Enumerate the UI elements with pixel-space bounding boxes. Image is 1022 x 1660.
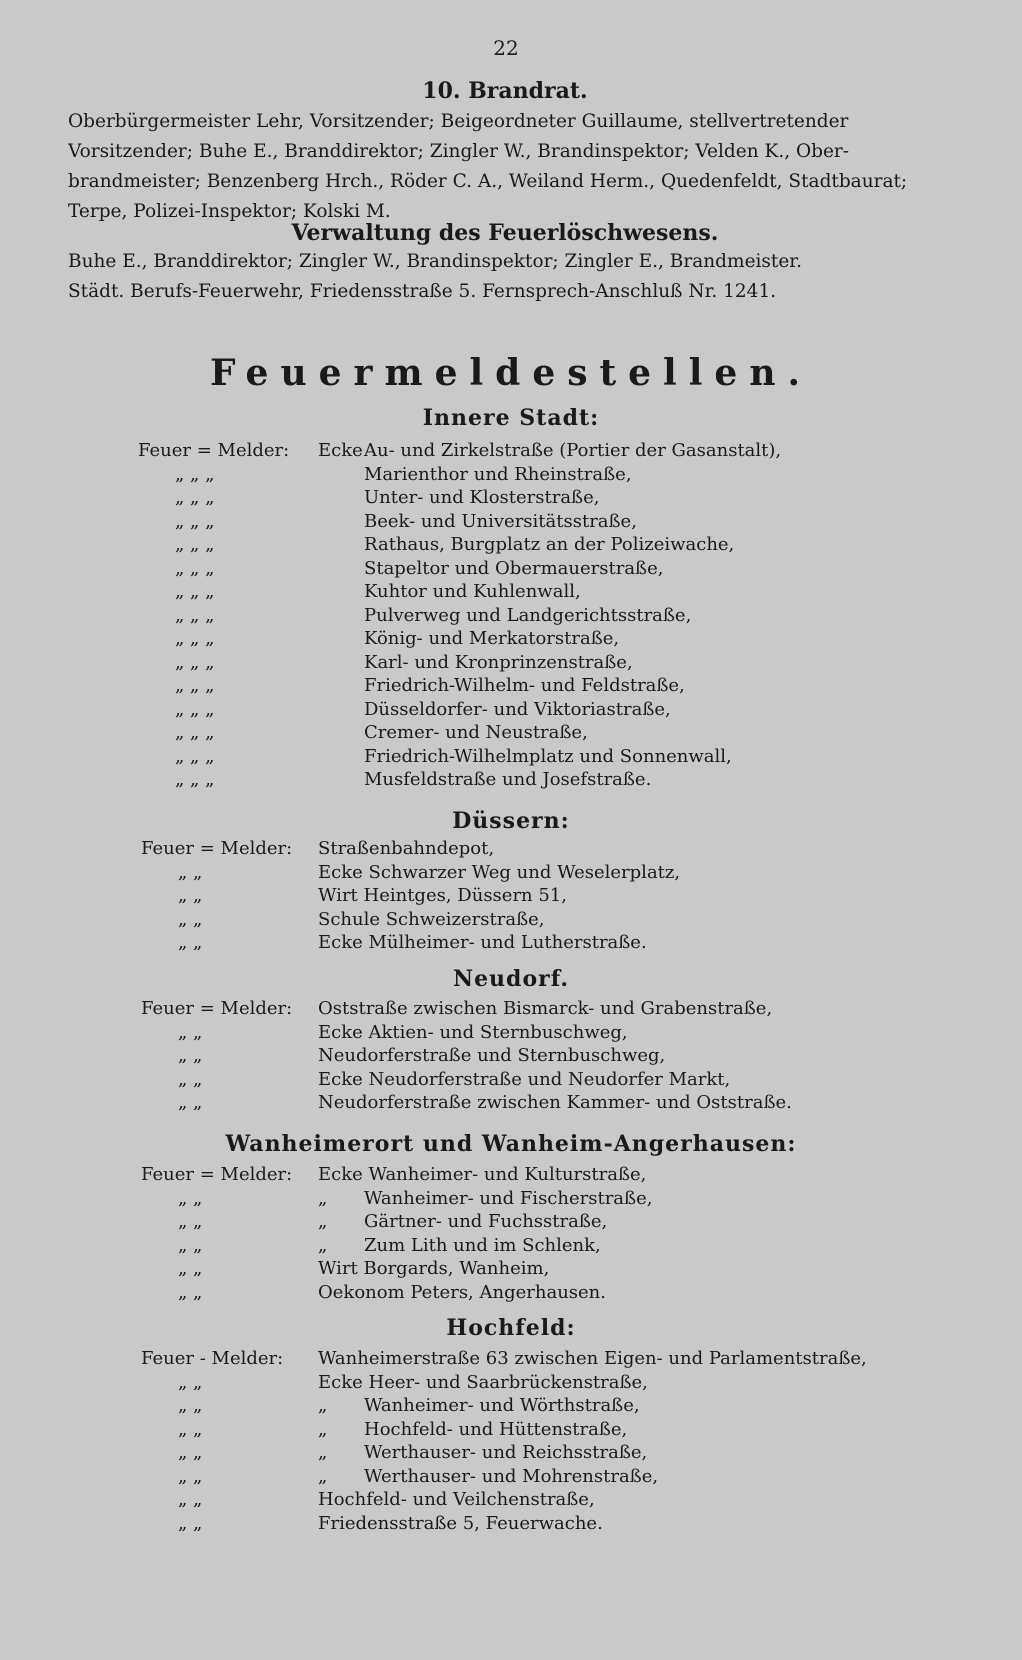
alarm-entry: [0, 1513, 1000, 1537]
alarm-entry: [0, 628, 1000, 652]
alarm-entry: [0, 909, 1000, 933]
ditto-mark: „ „ „: [175, 651, 215, 673]
ditto-mark: „ „: [178, 1092, 203, 1113]
fire-alarm-label: Feuer = Melder:: [141, 998, 293, 1019]
ditto-mark: „ „: [178, 1489, 203, 1510]
entry-location: Straßenbahndepot,: [318, 838, 495, 859]
ditto-mark: „ „: [178, 1234, 203, 1256]
section-title: Neudorf.: [452, 966, 570, 992]
entry-location: Pulverweg und Landgerichtsstraße,: [364, 604, 692, 626]
alarm-entry: [0, 1022, 1000, 1046]
entry-location: Hochfeld- und Hüttenstraße,: [364, 1418, 628, 1440]
entry-location: Ecke Heer- und Saarbrückenstraße,: [318, 1371, 648, 1393]
entry-prefix: „: [318, 1187, 328, 1209]
alarm-entry: [0, 1489, 1000, 1513]
ditto-mark: „ „ „: [175, 745, 215, 767]
alarm-entry: [0, 998, 1000, 1022]
ditto-mark: „ „ „: [175, 628, 215, 649]
brandrat-line: Vorsitzender; Buhe E., Branddirektor; Zingler W., Brandinspektor; Velden K., Ober-: [68, 141, 850, 162]
entry-location: Friedrich-Wilhelmplatz und Sonnenwall,: [364, 745, 732, 767]
alarm-entry: [0, 722, 1000, 746]
entry-location: Unter- und Klosterstraße,: [364, 487, 600, 508]
alarm-entry: [0, 1372, 1000, 1396]
alarm-entry: [0, 746, 1000, 770]
entry-location: Marienthor und Rheinstraße,: [364, 463, 632, 485]
alarm-entry: [0, 487, 1000, 511]
ditto-mark: „ „ „: [175, 769, 215, 790]
section-title: Hochfeld:: [446, 1315, 576, 1341]
alarm-entry: [0, 885, 1000, 909]
entry-location: Ecke Wanheimer- und Kulturstraße,: [318, 1164, 647, 1185]
alarm-entry: [0, 1442, 1000, 1466]
ditto-mark: „ „: [178, 1371, 203, 1393]
ditto-mark: „ „ „: [175, 534, 215, 555]
entry-location: Au- und Zirkelstraße (Portier der Gasanstalt),: [364, 440, 782, 461]
ditto-mark: „ „ „: [175, 604, 215, 626]
fire-alarm-label: Feuer - Melder:: [141, 1348, 284, 1369]
entry-location: Gärtner- und Fuchsstraße,: [364, 1211, 608, 1232]
ditto-mark: „ „: [178, 1258, 203, 1279]
ditto-mark: „ „ „: [175, 463, 215, 485]
entry-prefix: „: [318, 1395, 328, 1416]
alarm-entry: [0, 1211, 1000, 1235]
entry-location: Ecke Mülheimer- und Lutherstraße.: [318, 932, 647, 953]
entry-location: Cremer- und Neustraße,: [364, 722, 588, 743]
section-title: Düssern:: [452, 808, 570, 834]
alarm-entry: [0, 675, 1000, 699]
entry-prefix: „: [318, 1418, 328, 1440]
brandrat-line: brandmeister; Benzenberg Hrch., Röder C. A., Weiland Herm., Quedenfeldt, Stadtbaurat;: [68, 171, 908, 192]
entry-location: Wanheimer- und Wörthstraße,: [364, 1395, 640, 1416]
entry-location: Kuhtor und Kuhlenwall,: [364, 581, 581, 602]
ditto-mark: „ „: [178, 861, 203, 883]
fire-alarm-label: Feuer = Melder:: [138, 440, 290, 461]
fire-alarm-label: Feuer = Melder:: [141, 838, 293, 859]
alarm-entry: [0, 581, 1000, 605]
entry-location: Friedrich-Wilhelm- und Feldstraße,: [364, 675, 685, 696]
entry-location: Wanheimerstraße 63 zwischen Eigen- und Parlamentstraße,: [318, 1348, 867, 1369]
entry-location: Zum Lith und im Schlenk,: [364, 1234, 601, 1256]
alarm-entry: [0, 1092, 1000, 1116]
ditto-mark: „ „ „: [175, 510, 215, 532]
alarm-entry: [0, 652, 1000, 676]
entry-prefix: „: [318, 1211, 328, 1232]
alarm-entry: [0, 1164, 1000, 1188]
alarm-entry: [0, 932, 1000, 956]
ditto-mark: „ „: [178, 1021, 203, 1043]
entry-location: Karl- und Kronprinzenstraße,: [364, 651, 633, 673]
alarm-entry: [0, 1069, 1000, 1093]
ditto-mark: „ „: [178, 932, 203, 953]
alarm-entry: [0, 1282, 1000, 1306]
ditto-mark: „ „: [178, 908, 203, 930]
entry-location: Schule Schweizerstraße,: [318, 908, 545, 930]
alarm-entry: [0, 862, 1000, 886]
entry-location: Stapeltor und Obermauerstraße,: [364, 557, 664, 579]
alarm-entry: [0, 605, 1000, 629]
brandrat-line: Oberbürgermeister Lehr, Vorsitzender; Beigeordneter Guillaume, stellvertretender: [68, 111, 849, 132]
verwaltung-heading: Verwaltung des Feuerlöschwesens.: [291, 220, 719, 246]
verwaltung-paragraph: [68, 247, 953, 307]
section-title: Wanheimerort und Wanheim-Angerhausen:: [225, 1131, 797, 1157]
entry-location: Hochfeld- und Veilchenstraße,: [318, 1489, 595, 1510]
alarm-entry: [0, 440, 1000, 464]
alarm-entry: [0, 1188, 1000, 1212]
entry-location: Wirt Borgards, Wanheim,: [318, 1258, 550, 1279]
ditto-mark: „ „ „: [175, 581, 215, 602]
entry-location: Ecke Schwarzer Weg und Weselerplatz,: [318, 861, 681, 883]
ditto-mark: „ „: [178, 1418, 203, 1440]
alarm-entry: [0, 1348, 1000, 1372]
ditto-mark: „ „: [178, 1045, 203, 1066]
alarm-entry: [0, 1045, 1000, 1069]
ditto-mark: „ „: [178, 885, 203, 906]
entry-location: Beek- und Universitätsstraße,: [364, 510, 637, 532]
ditto-mark: „ „: [178, 1465, 203, 1487]
entry-location: Werthauser- und Mohrenstraße,: [364, 1465, 659, 1487]
entry-location: König- und Merkatorstraße,: [364, 628, 620, 649]
ditto-mark: „ „: [178, 1512, 203, 1534]
entry-location: Friedensstraße 5, Feuerwache.: [318, 1512, 603, 1534]
ditto-mark: „ „ „: [175, 557, 215, 579]
alarm-entry: [0, 838, 1000, 862]
alarm-entry: [0, 699, 1000, 723]
ditto-mark: „ „ „: [175, 675, 215, 696]
entry-location: Wanheimer- und Fischerstraße,: [364, 1187, 653, 1209]
alarm-entry: [0, 1395, 1000, 1419]
entry-prefix: „: [318, 1234, 328, 1256]
ditto-mark: „ „ „: [175, 698, 215, 720]
section-title: Innere Stadt:: [422, 405, 600, 431]
alarm-entry: [0, 558, 1000, 582]
alarm-entry: [0, 1419, 1000, 1443]
entry-location: Werthauser- und Reichsstraße,: [364, 1442, 648, 1463]
alarm-entry: [0, 534, 1000, 558]
entry-location: Rathaus, Burgplatz an der Polizeiwache,: [364, 534, 735, 555]
page-number: 22: [493, 36, 519, 60]
entry-prefix: Ecke: [318, 440, 363, 461]
ditto-mark: „ „: [178, 1442, 203, 1463]
alarm-entry: [0, 511, 1000, 535]
entry-location: Ecke Neudorferstraße und Neudorfer Markt,: [318, 1068, 731, 1090]
verwaltung-line: Städt. Berufs-Feuerwehr, Friedensstraße 5. Fernsprech-Anschluß Nr. 1241.: [68, 281, 777, 302]
alarm-entry: [0, 1258, 1000, 1282]
entry-location: Neudorferstraße zwischen Kammer- und Oststraße.: [318, 1092, 792, 1113]
brandrat-heading: 10. Brandrat.: [422, 78, 588, 104]
brandrat-line: Terpe, Polizei-Inspektor; Kolski M.: [68, 201, 391, 222]
entry-prefix: „: [318, 1442, 328, 1463]
ditto-mark: „ „: [178, 1187, 203, 1209]
entry-location: Düsseldorfer- und Viktoriastraße,: [364, 698, 671, 720]
entry-location: Musfeldstraße und Josefstraße.: [364, 769, 652, 790]
ditto-mark: „ „ „: [175, 722, 215, 743]
alarm-entry: [0, 1466, 1000, 1490]
brandrat-paragraph: [68, 107, 953, 227]
ditto-mark: „ „: [178, 1068, 203, 1090]
entry-prefix: „: [318, 1465, 328, 1487]
entry-location: Ecke Aktien- und Sternbuschweg,: [318, 1021, 628, 1043]
feuermeldestellen-title: Feuermeldestellen.: [209, 352, 813, 394]
alarm-entry: [0, 464, 1000, 488]
ditto-mark: „ „: [178, 1395, 203, 1416]
verwaltung-line: Buhe E., Branddirektor; Zingler W., Brandinspektor; Zingler E., Brandmeister.: [68, 251, 803, 272]
alarm-entry: [0, 769, 1000, 793]
ditto-mark: „ „: [178, 1281, 203, 1303]
ditto-mark: „ „: [178, 1211, 203, 1232]
entry-location: Oststraße zwischen Bismarck- und Grabenstraße,: [318, 998, 773, 1019]
alarm-entry: [0, 1235, 1000, 1259]
entry-location: Oekonom Peters, Angerhausen.: [318, 1281, 606, 1303]
ditto-mark: „ „ „: [175, 487, 215, 508]
fire-alarm-label: Feuer = Melder:: [141, 1164, 293, 1185]
entry-location: Neudorferstraße und Sternbuschweg,: [318, 1045, 666, 1066]
entry-location: Wirt Heintges, Düssern 51,: [318, 885, 567, 906]
